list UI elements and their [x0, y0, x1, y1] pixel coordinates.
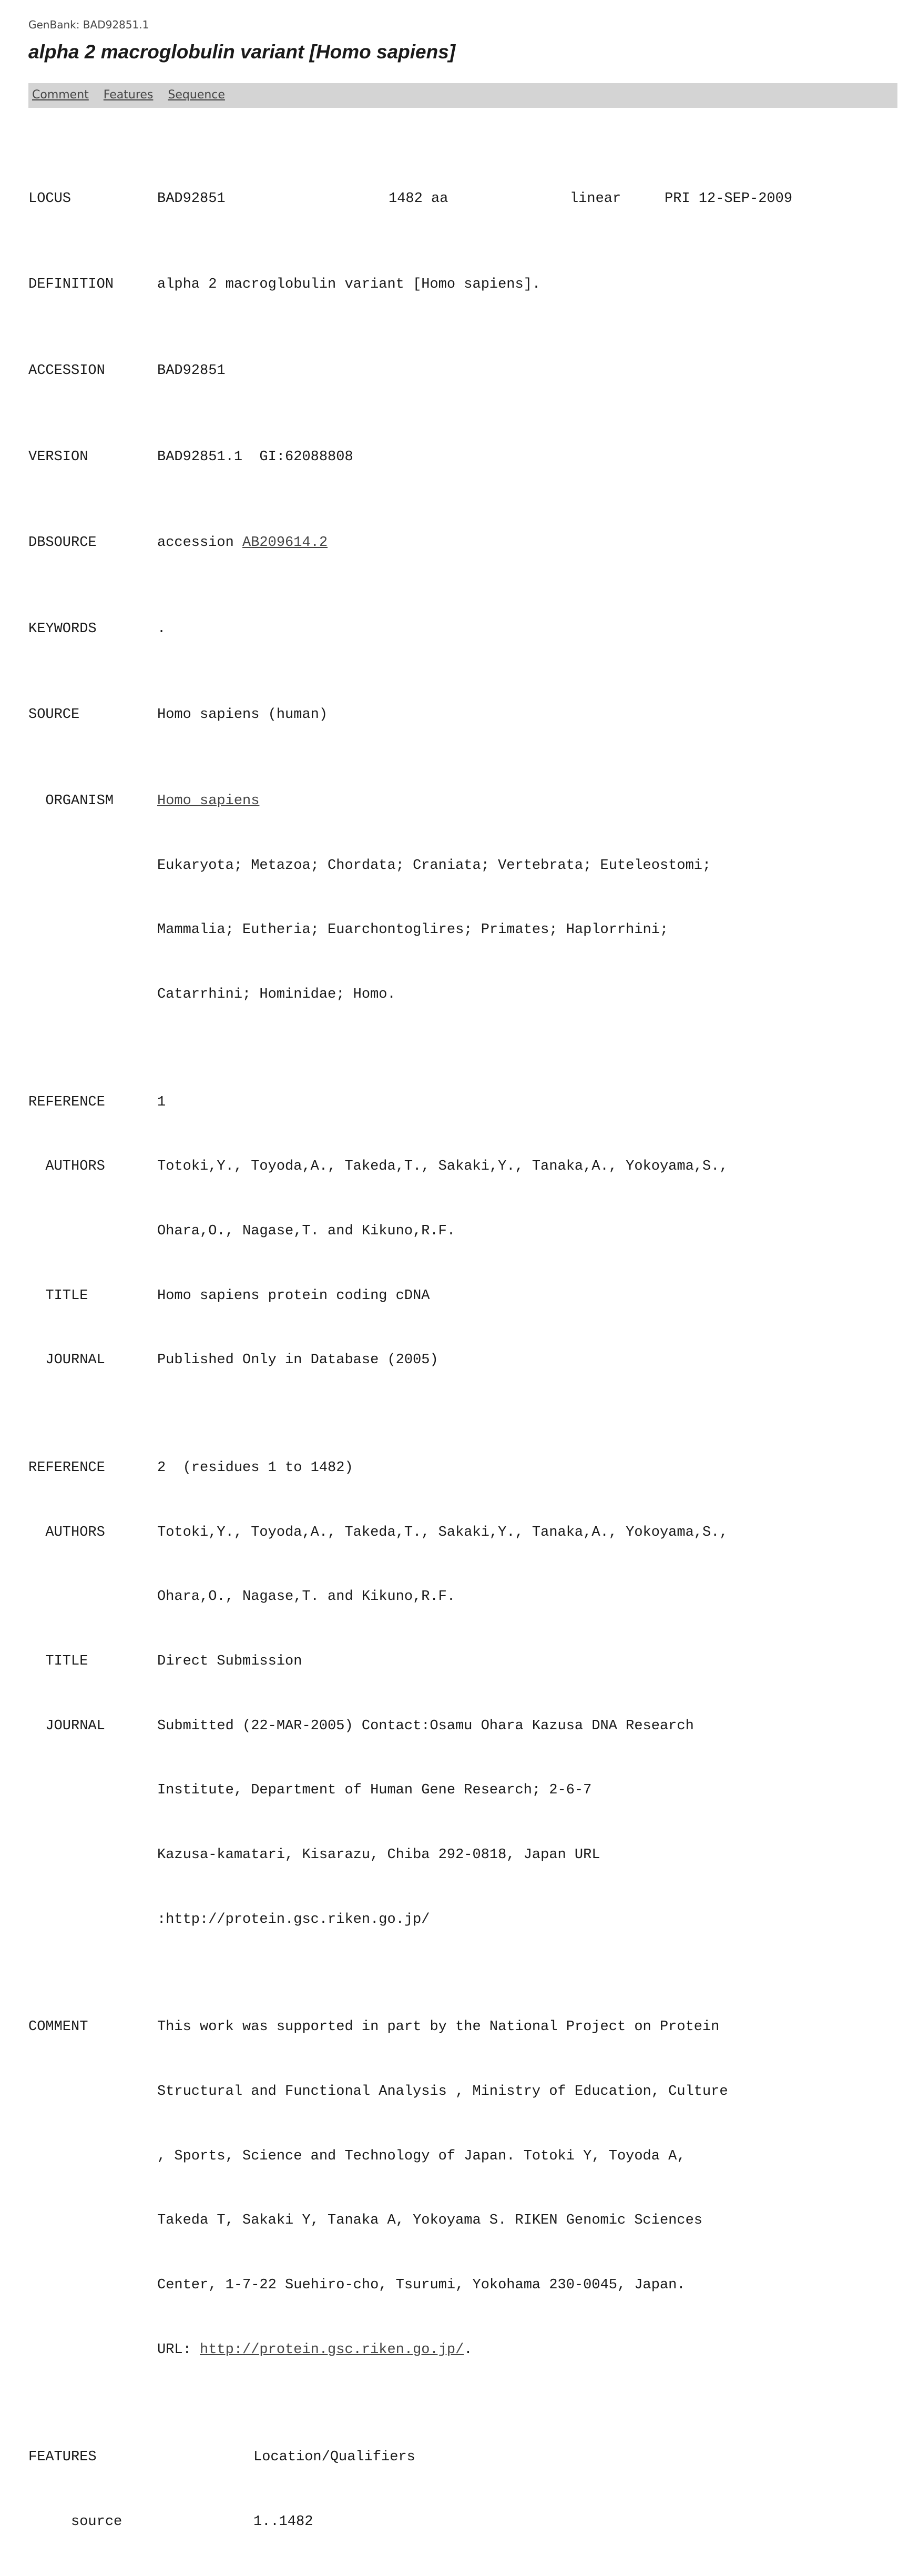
locus-division-date: PRI 12-SEP-2009	[665, 190, 793, 207]
title-key: TITLE	[28, 1654, 88, 1670]
definition-row	[28, 274, 901, 296]
genbank-page	[28, 0, 901, 2576]
comment-line-4: Takeda T, Sakaki Y, Tanaka A, Yokoyama S. RIKEN Genomic Sciences	[157, 2213, 702, 2229]
reference-2-journal-line-1: Submitted (22-MAR-2005) Contact:Osamu Ohara Kazusa DNA Research	[157, 1718, 694, 1734]
reference-2-title: Direct Submission	[157, 1654, 302, 1670]
reference-2-journal-row	[28, 1844, 901, 1866]
breadcrumb: GenBank: BAD92851.1	[28, 18, 149, 31]
reference-1-title-row	[28, 1285, 901, 1307]
features-row	[28, 2447, 901, 2468]
journal-key: JOURNAL	[28, 1718, 105, 1734]
reference-2-journal-line-4: :http://protein.gsc.riken.go.jp/	[157, 1911, 430, 1928]
source-value: Homo sapiens (human)	[157, 707, 328, 723]
reference-2-journal-row	[28, 1909, 901, 1931]
comment-url-row	[28, 2339, 901, 2361]
title-key: TITLE	[28, 1287, 88, 1304]
comment-row	[28, 2081, 901, 2103]
accession-row	[28, 360, 901, 382]
lineage-line-2: Mammalia; Eutheria; Euarchontoglires; Primates; Haplorrhini;	[157, 922, 669, 938]
locus-length: 1482 aa	[389, 190, 448, 207]
feature-source-key: source	[28, 2514, 122, 2530]
reference-1-journal-row	[28, 1350, 901, 1371]
authors-key: AUTHORS	[28, 1159, 105, 1175]
nav-sequence-link[interactable]: Sequence	[168, 88, 225, 102]
version-row	[28, 447, 901, 468]
lineage-line-1: Eukaryota; Metazoa; Chordata; Craniata; Vertebrata; Euteleostomi;	[157, 857, 711, 874]
comment-row	[28, 2210, 901, 2232]
nav-features-link[interactable]: Features	[103, 88, 154, 102]
dbsource-prefix: accession	[157, 535, 243, 551]
authors-key: AUTHORS	[28, 1524, 105, 1540]
keywords-key: KEYWORDS	[28, 621, 97, 637]
reference-2-journal-row	[28, 1716, 901, 1737]
reference-2-journal-line-2: Institute, Department of Human Gene Research; 2-6-7	[157, 1782, 592, 1799]
keywords-row	[28, 618, 901, 640]
accession-value: BAD92851	[157, 362, 226, 379]
lineage-line-3: Catarrhini; Hominidae; Homo.	[157, 987, 396, 1003]
comment-key: COMMENT	[28, 2019, 88, 2035]
reference-1-authors-line-1: Totoki,Y., Toyoda,A., Takeda,T., Sakaki,Y., Tanaka,A., Yokoyama,S.,	[157, 1159, 728, 1175]
comment-line-2: Structural and Functional Analysis , Ministry of Education, Culture	[157, 2084, 728, 2100]
comment-line-3: , Sports, Science and Technology of Japan. Totoki Y, Toyoda A,	[157, 2148, 686, 2164]
reference-1-authors-row	[28, 1156, 901, 1178]
reference-2-authors-row	[28, 1522, 901, 1544]
section-nav-bar	[28, 83, 897, 108]
locus-row	[28, 188, 901, 210]
reference-1-journal: Published Only in Database (2005)	[157, 1352, 438, 1368]
definition-key: DEFINITION	[28, 277, 114, 293]
source-row	[28, 704, 901, 726]
comment-row	[28, 2275, 901, 2296]
genbank-record	[28, 124, 901, 2576]
comment-line-1: This work was supported in part by the National Project on Protein	[157, 2019, 720, 2035]
accession-key: ACCESSION	[28, 362, 105, 379]
reference-key: REFERENCE	[28, 1094, 105, 1110]
journal-key: JOURNAL	[28, 1352, 105, 1368]
organism-link[interactable]: Homo sapiens	[157, 793, 260, 809]
features-key: FEATURES	[28, 2449, 97, 2466]
lineage-line	[28, 919, 901, 941]
reference-1-authors-line-2: Ohara,O., Nagase,T. and Kikuno,R.F.	[157, 1223, 456, 1240]
comment-url-link[interactable]: http://protein.gsc.riken.go.jp/	[200, 2341, 464, 2358]
dbsource-key: DBSOURCE	[28, 535, 97, 551]
lineage-line	[28, 855, 901, 877]
reference-1-authors-row	[28, 1221, 901, 1242]
reference-2-authors-line-1: Totoki,Y., Toyoda,A., Takeda,T., Sakaki,Y., Tanaka,A., Yokoyama,S.,	[157, 1524, 728, 1540]
version-key: VERSION	[28, 449, 88, 465]
reference-2-authors-row	[28, 1586, 901, 1608]
comment-row	[28, 2146, 901, 2167]
feature-source-location: 1..1482	[253, 2514, 313, 2530]
reference-2-title-row	[28, 1651, 901, 1672]
source-key: SOURCE	[28, 707, 80, 723]
version-value: BAD92851.1 GI:62088808	[157, 449, 353, 465]
organism-row	[28, 790, 901, 812]
reference-1-value: 1	[157, 1094, 166, 1110]
keywords-value: .	[157, 621, 166, 637]
dbsource-accession-link[interactable]: AB209614.2	[242, 535, 328, 551]
comment-url-suffix: .	[464, 2341, 473, 2358]
features-header: Location/Qualifiers	[253, 2449, 415, 2466]
nav-comment-link[interactable]: Comment	[32, 88, 89, 102]
reference-key: REFERENCE	[28, 1459, 105, 1476]
lineage-line	[28, 984, 901, 1006]
reference-1-title: Homo sapiens protein coding cDNA	[157, 1287, 430, 1304]
reference-2-journal-line-3: Kazusa-kamatari, Kisarazu, Chiba 292-0818, Japan URL	[157, 1847, 600, 1863]
comment-url-prefix: URL:	[157, 2341, 200, 2358]
locus-name: BAD92851	[157, 190, 226, 207]
reference-2-journal-row	[28, 1780, 901, 1801]
definition-value: alpha 2 macroglobulin variant [Homo sapiens].	[157, 277, 541, 293]
comment-row	[28, 2016, 901, 2038]
locus-key: LOCUS	[28, 190, 72, 207]
feature-source-row	[28, 2511, 901, 2533]
locus-topology: linear	[570, 190, 621, 207]
reference-2-authors-line-2: Ohara,O., Nagase,T. and Kikuno,R.F.	[157, 1589, 456, 1605]
reference-2-value: 2 (residues 1 to 1482)	[157, 1459, 353, 1476]
comment-line-5: Center, 1-7-22 Suehiro-cho, Tsurumi, Yokohama 230-0045, Japan.	[157, 2277, 686, 2294]
reference-2-row	[28, 1457, 901, 1479]
page-title: alpha 2 macroglobulin variant [Homo sapiens]	[28, 41, 456, 63]
dbsource-row	[28, 532, 901, 554]
organism-key: ORGANISM	[28, 793, 114, 809]
reference-1-row	[28, 1092, 901, 1113]
